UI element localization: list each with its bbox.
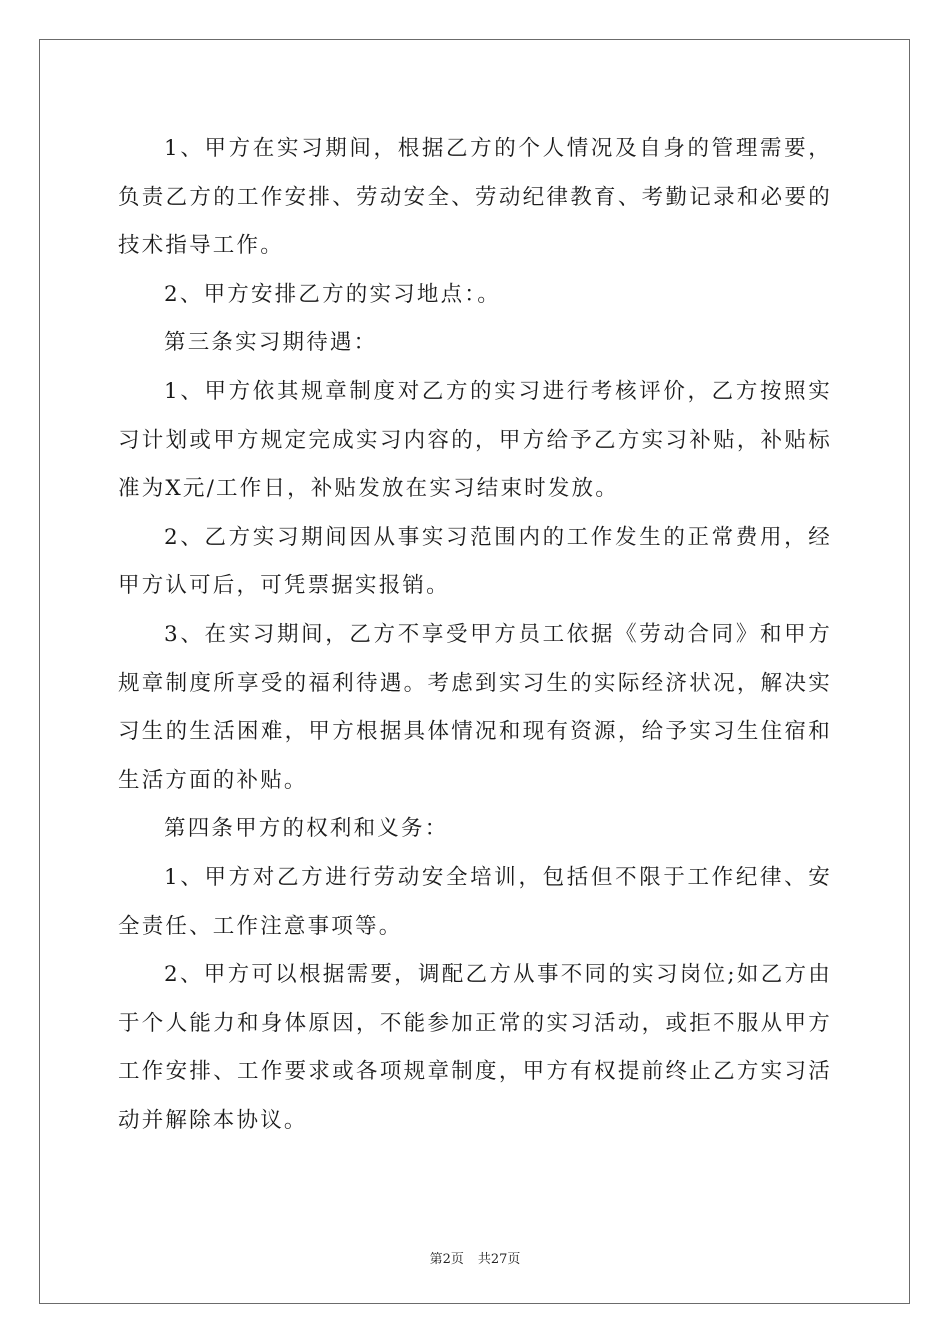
paragraph: 2、甲方可以根据需要，调配乙方从事不同的实习岗位;如乙方由于个人能力和身体原因，不能参加正常的实习活动，或拒不服从甲方工作安排、工作要求或各项规章制度，甲方有权提前终止乙方实习活动并解除本协议。 bbox=[118, 962, 832, 1133]
page-number: 第2页 bbox=[429, 1252, 464, 1267]
paragraph: 2、甲方安排乙方的实习地点：。 bbox=[164, 281, 501, 307]
page-footer bbox=[0, 1248, 950, 1267]
document-body bbox=[118, 125, 832, 1145]
page-total: 共27页 bbox=[477, 1252, 521, 1267]
paragraph: 1、甲方对乙方进行劳动安全培训，包括但不限于工作纪律、安全责任、工作注意事项等。 bbox=[118, 864, 832, 939]
paragraph: 3、在实习期间，乙方不享受甲方员工依据《劳动合同》和甲方规章制度所享受的福利待遇。考虑到实习生的实际经济状况，解决实习生的生活困难，甲方根据具体情况和现有资源，给予实习生住宿和生活方面的补贴。 bbox=[118, 621, 832, 793]
paragraph: 2、乙方实习期间因从事实习范围内的工作发生的正常费用，经甲方认可后，可凭票据实报销。 bbox=[118, 524, 832, 599]
section-heading: 第三条实习期待遇： bbox=[164, 330, 378, 356]
paragraph: 1、甲方依其规章制度对乙方的实习进行考核评价，乙方按照实习计划或甲方规定完成实习内容的，甲方给予乙方实习补贴，补贴标准为X元/工作日，补贴发放在实习结束时发放。 bbox=[118, 378, 832, 502]
section-heading: 第四条甲方的权利和义务： bbox=[164, 816, 449, 842]
paragraph: 1、甲方在实习期间，根据乙方的个人情况及自身的管理需要，负责乙方的工作安排、劳动安全、劳动纪律教育、考勤记录和必要的技术指导工作。 bbox=[118, 136, 832, 259]
